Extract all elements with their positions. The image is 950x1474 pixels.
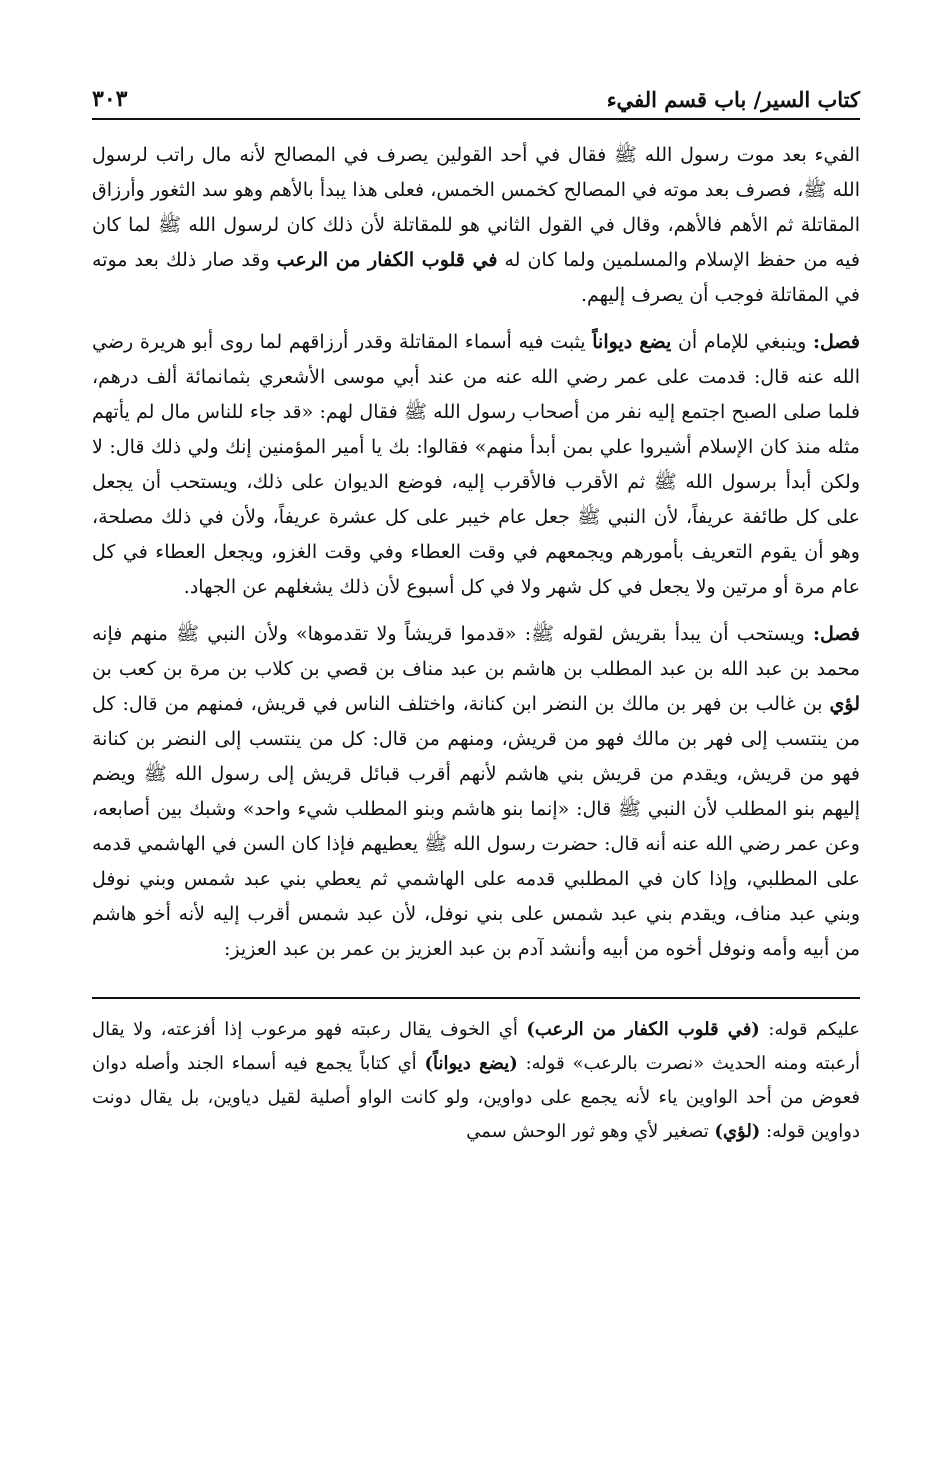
text-segment: وقد صار ذلك بعد موته في المقاتلة فوجب أن يصرف إليهم. — [92, 249, 860, 306]
section-label: فصل: — [813, 623, 860, 645]
text-segment: وينبغي للإمام أن — [671, 331, 814, 353]
footnote-text: أي الخوف يقال رعبته فهو مرعوب إذا أفزعته، ولا يقال أرعبته ومنه الحديث «نصرت بالرعب» قوله: — [92, 1019, 860, 1074]
text-segment: يثبت فيه أسماء المقاتلة وقدر أرزاقهم لما روى أبو هريرة رضي الله عنه قال: قدمت على عمر رضي الله عنه من عند أبي موسى الأشعري بثمانمائة ألف درهم، فلما صلى الصبح اجتمع إليه نفر من أصحاب رسول الله ﷺ فقال لهم: «قد جاء للناس مال لم يأتهم مثله منذ كان الإسلام أشيروا علي بمن أبدأ منهم» فقالوا: بك يا أمير المؤمنين إنك ولي ذلك قال: لا ولكن أبدأ برسول الله ﷺ ثم الأقرب فالأقرب إليه، فوضع الديوان على ذلك، ويستحب أن يجعل على كل طائفة عريفاً، لأن النبي ﷺ جعل عام خيبر على كل عشرة عريفاً، ولأن في ذلك مصلحة، وهو أن يقوم التعريف بأمورهم ويجمعهم في وقت العطاء وفي وقت الغزو، ويجعل العطاء في كل عام مرة أو مرتين ولا يجعل في كل شهر ولا في كل أسبوع لأن ذلك يشغلهم عن الجهاد. — [92, 331, 860, 598]
running-title: كتاب السير/ باب قسم الفيء — [606, 87, 860, 112]
section-label: فصل: — [813, 331, 860, 353]
bold-phrase: في قلوب الكفار من الرعب — [276, 249, 498, 271]
paragraph-3 — [92, 617, 860, 967]
footnote-term: (في قلوب الكفار من الرعب) — [526, 1019, 760, 1040]
footnote-text: عليكم قوله: — [759, 1019, 860, 1040]
footnote-text: أي كتاباً يجمع فيه أسماء الجند وأصله دوان فعوض من أحد الواوين ياء لأنه يجمع على دواوين، ولو كانت الواو أصلية لقيل دياوين، بل يقال دونت دواوين قوله: — [92, 1053, 860, 1142]
page-number: ٣٠٣ — [92, 86, 128, 112]
footnote-term: (يضع ديواناً) — [424, 1053, 518, 1074]
text-segment: بن غالب بن فهر بن مالك بن النضر ابن كنانة، واختلف الناس في قريش، فمنهم من قال: كل من ينتسب إلى فهر بن مالك فهو من قريش، ومنهم من قال: كل من ينتسب إلى النضر بن كنانة فهو من قريش، ويقدم من قريش بني هاشم لأنهم أقرب قبائل قريش إلى رسول الله ﷺ ويضم إليهم بنو المطلب لأن النبي ﷺ قال: «إنما بنو هاشم وبنو المطلب شيء واحد» وشبك بين أصابعه، وعن عمر رضي الله عنه أنه قال: حضرت رسول الله ﷺ يعطيهم فإذا كان السن في الهاشمي قدمه على المطلبي، وإذا كان في المطلبي قدمه على الهاشمي ثم يعطي بني عبد شمس وبني نوفل وبني عبد مناف، ويقدم بني عبد شمس على بني نوفل، لأن عبد شمس أقرب إليه لأنه أخو هاشم من أبيه وأمه ونوفل أخوه من أبيه وأنشد آدم بن عبد العزيز بن عمر بن عبد العزيز: — [92, 693, 860, 960]
text-segment: الفيء بعد موت رسول الله ﷺ فقال في أحد القولين يصرف في المصالح لأنه مال راتب لرسول الله ﷺ، فصرف بعد موته في المصالح كخمس الخمس، فعلى هذا يبدأ بالأهم وهو سد الثغور وأرزاق المقاتلة ثم الأهم فالأهم، وقال في القول الثاني هو للمقاتلة لأن ذلك كان لرسول الله ﷺ لما كان فيه من حفظ الإسلام والمسلمين ولما كان له — [92, 144, 861, 271]
paragraph-2 — [92, 325, 860, 605]
footnote-divider — [92, 997, 860, 999]
text-segment: ويستحب أن يبدأ بقريش لقوله ﷺ: «قدموا قريشاً ولا تقدموها» ولأن النبي ﷺ منهم فإنه محمد بن عبد الله بن عبد المطلب بن هاشم بن عبد مناف بن قصي بن كلاب بن مرة بن كعب بن — [92, 623, 860, 680]
footnote-term: (لؤي) — [714, 1121, 761, 1142]
footnote-text: تصغير لأي وهو ثور الوحش سمي — [466, 1121, 715, 1142]
bold-phrase: لؤي — [829, 693, 860, 715]
footnotes — [92, 1013, 860, 1149]
main-text — [92, 138, 860, 967]
running-header — [92, 72, 860, 120]
bold-phrase: يضع ديواناً — [592, 331, 672, 353]
paragraph-1 — [92, 138, 860, 313]
